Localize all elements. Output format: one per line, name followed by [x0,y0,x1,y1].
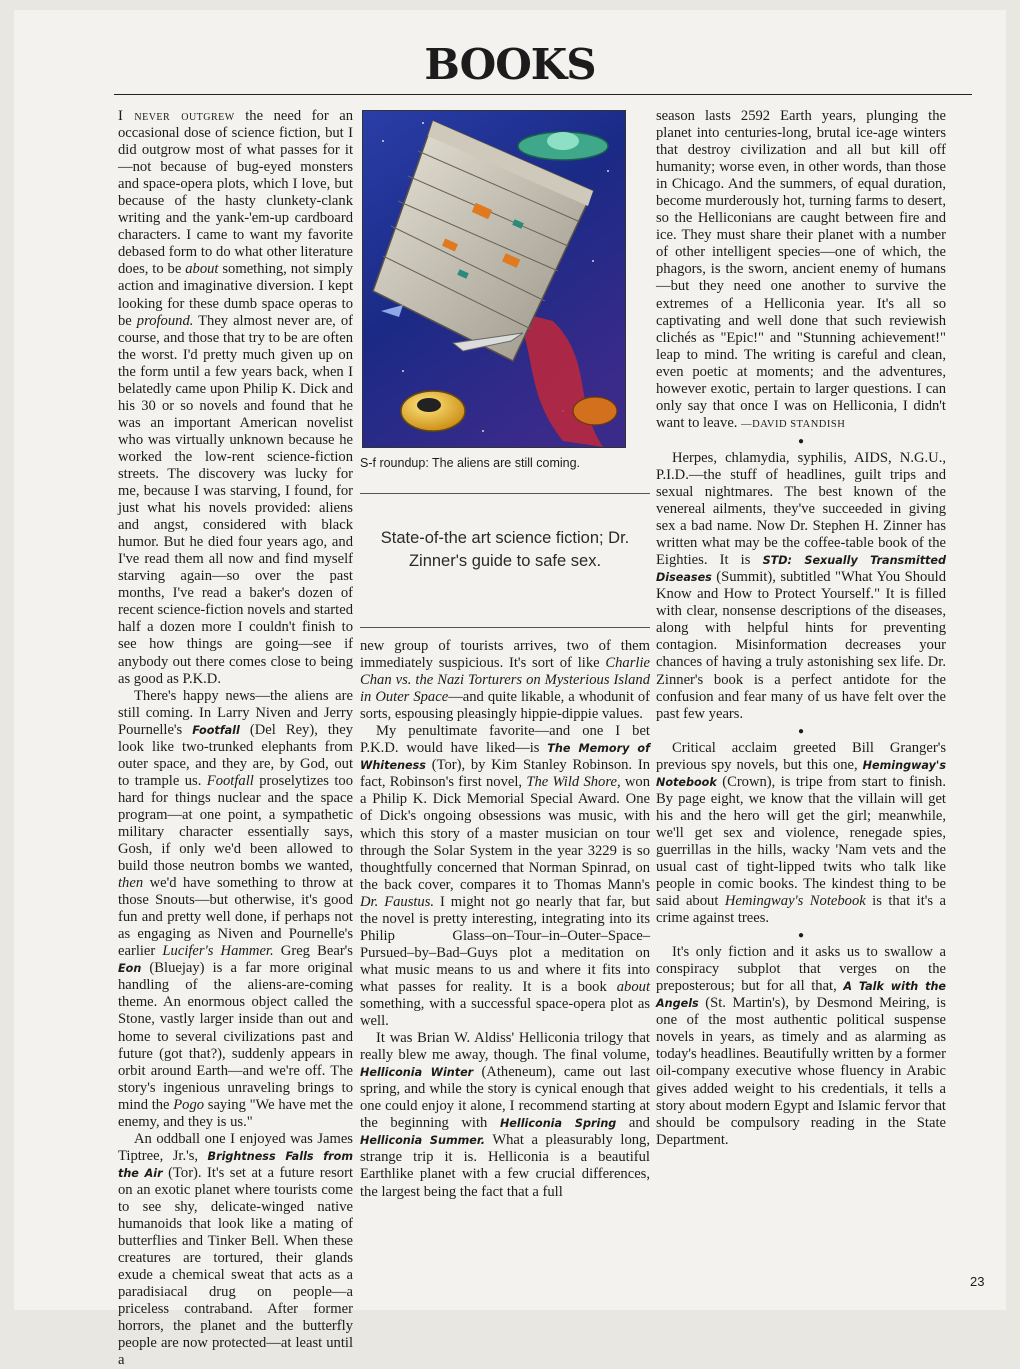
pullquote-rule-bottom [360,627,650,628]
book-title: Hemingway's Notebook [656,758,946,789]
paragraph: Herpes, chlamydia, syphilis, AIDS, N.G.U., P.I.D.—the stuff of headlines, guilt trips and sexual nightmares. The best known of the venereal ailments, they've succeeded in giving sex a bad name. Now Dr. Stephen H. Zinner has written what may be the coffee-table book of the Eighties. It is STD: Sexually Transmitted Diseases (Summit), subtitled "What You Should Know and How to Protect Yourself." It is filled with clear, nonsense descriptions of the diseases, along with helpful hints for preventing contagion. Misinformation decreases your chances of having a truly astonishing sex life. Dr. Zinner's book is a perfect antidote for the confusion and fear many of us have felt over the past few years. [656,449,947,722]
book-title: Eon [118,962,142,976]
section-bullet: ● [797,435,805,447]
paragraph: season lasts 2592 Earth years, plunging the planet into centuries-long, brutal ice-age winters that destroy civilization and all but kill off humanity; worse even, in other words, than those in Chicago. And the summers, of equal duration, become murderously hot, turning farms to desert, so the Helliconians are caught between fire and ice. They must share their planet with a number of other intelligent species—one of which, the phagors, is the sworn, ancient enemy of humans—but they need one another to survive the extremes of a Helliconia year. It's all so captivating and well done that such reviewish clichés as "Epic!" and "Stunning achievement!" leap to mind. The writing is careful and clean, even poetic at moments; and the adventures, however exotic, pertain to larger questions. I can only say that once I was on Helliconia, I didn't want to leave. —DAVID STANDISH [656,108,946,431]
magazine-page [14,10,1006,1369]
book-title: Helliconia Winter [360,1066,474,1080]
paragraph: new group of tourists arrives, two of them immediately suspicious. It's sort of like Charlie Chan vs. the Nazi Torturers on Mysterious Island in Outer Space—and quite likable, a whodunit of sorts, espousing pleasingly hippie-dippie values. [360,638,650,723]
figure-caption: S-f roundup: The aliens are still coming. [360,456,581,470]
paragraph: Critical acclaim greeted Bill Granger's previous spy novels, but this one, Hemingway's Notebook (Crown), is tripe from start to finish. By page eight, we know that the villain will get his and the hero will get the girl; meanwhile, we'll get sex and violence, renegade spies, guerrillas in the hills, wacky 'Nam vets and the usual cast of tight-lipped twits who talk like people in comic books. The kindest thing to be said about Hemingway's Notebook is that it's a crime against trees. [656,739,947,927]
book-title: Helliconia Spring [499,1117,617,1131]
section-title: BOOKS [424,40,596,89]
page-number: 23 [970,1274,985,1289]
book-title: Brightness Falls from the Air [118,1149,353,1180]
section-bullet: ● [797,930,805,942]
column-2 [360,638,650,1201]
book-title: Helliconia Summer. [360,1134,486,1148]
paragraph: An oddball one I enjoyed was James Tiptree, Jr.'s, Brightness Falls from the Air (Tor). It's set at a future resort on an exotic planet where tourists come to see shy, delicate-winged native humanoids that look like a mating of butterflies and Tinker Bell. When these creatures are tortured, their glands exude a chemical sweat that acts as a paradisiacal drug on people—a priceless contraband. After former horrors, the planet and the butterfly people are now protected—at least until a [118,1130,353,1369]
book-title: STD: Sexually Transmitted Diseases [656,554,947,585]
book-title: The Memory of Whiteness [360,742,650,773]
paragraph: It was Brian W. Aldiss' Helliconia trilogy that really blew me away, though. The final volume, Helliconia Winter (Atheneum), came out last spring, and while the story is cynical enough that one could enjoy it alone, I recommend starting at the beginning with Helliconia Spring and Helliconia Summer. What a pleasurably long, strange trip it is. Helliconia is a beautiful Earthlike planet with a few crucial differences, the largest being the fact that a full [360,1030,651,1200]
section-bullet: ● [797,725,805,737]
byline: —DAVID STANDISH [741,418,846,430]
column-3 [656,108,946,1149]
paragraph: It's only fiction and it asks us to swallow a conspiracy subplot that verges on the preposterous; but for all that, A Talk with the Angels (St. Martin's), by Desmond Meiring, is one of the most authentic political suspense novels in years, as timely and as alarming as today's headlines. Beautifully written by a former oil-company executive whose fluency in Arabic gives added weight to his credentials, it tells a story about modern Egypt and Islamic fervor that should be compulsory reading in the State Department. [656,944,947,1148]
pullquote-rule-top [360,493,650,494]
book-title: A Talk with the Angels [656,980,947,1011]
paragraph: There's happy news—the aliens are still coming. In Larry Niven and Jerry Pournelle's Footfall (Del Rey), they look like two-trunked elephants from outer space, and they are, by God, out to trample us. Footfall proselytizes too hard for things nuclear and the space program—at one point, a sympathetic military character essentially says, Gosh, if only we'd been allowed to build those neutron bombs we wanted, then we'd have something to throw at those Snouts—but otherwise, it's good fun and pretty well done, if perhaps not as engaging as Niven and Pournelle's earlier Lucifer's Hammer. Greg Bear's Eon (Bluejay) is a far more original handling of the aliens-are-coming theme. An enormous object called the Stone, vastly larger inside than out and home to several civilizations past and future (got that?), suddenly appears in orbit around Earth—and we're off. The story's ingenious unraveling brings to mind the Pogo saying "We have met the enemy, and they is us." [118,687,353,1130]
column-1 [118,108,353,1369]
paragraph: My penultimate favorite—and one I bet P.K.D. would have liked—is The Memory of Whiteness (Tor), by Kim Stanley Robinson. In fact, Robinson's first novel, The Wild Shore, won a Philip K. Dick Memorial Special Award. One of Dick's ongoing obsessions was music, with which this story of a master musician on tour through the Solar System in the year 3229 is so thoughtfully concerned that Norman Spinrad, on the back cover, compares it to Thomas Mann's Dr. Faustus. I might not go nearly that far, but the novel is pretty interesting, integrating into its Philip Glass–on–Tour–in–Outer–Space–Pursued–by–Bad–Guys plot a meditation on what music means to us and where it fits into what passes for reality. It is a book about something, with a successful space-opera plot as well. [360,723,650,1030]
spaceship-illustration-image [363,111,625,447]
paragraph: I never outgrew the need for an occasional dose of science fiction, but I did outgrow most of what passes for it—not because of bug-eyed monsters and space-opera plots, which I love, but because of the hasty clunkety-clank writing and the yank-'em-up cardboard characters. I came to want my favorite debased form to do what other literature does, to be about something, not simply action and imaginative diversion. I kept looking for these dumb space operas to be profound. They almost never are, of course, and those that try to be are often the worst. I'd pretty much given up on the form until a few years back, when I belatedly came upon Philip K. Dick and his 30 or so novels and found that he was an important American novelist who was virtually unknown because he worked the low-rent science-fiction streets. The discovery was lucky for me, because I was starving, I found, for just what his novels provided: aliens and angst, considered with black humor. But he died four years ago, and I've read them all now and find myself starving again—so over the past months, I've read a baker's dozen of recent science-fiction novels and started half a dozen more I couldn't finish to see how things are going—see if anybody out there comes close to being as good as P.K.D. [118,108,353,687]
sci-fi-illustration [362,110,626,448]
pullquote: State-of-the art science fiction; Dr. Zinner's guide to safe sex. [380,529,630,570]
title-rule [114,94,972,95]
book-title: Footfall [192,723,240,737]
